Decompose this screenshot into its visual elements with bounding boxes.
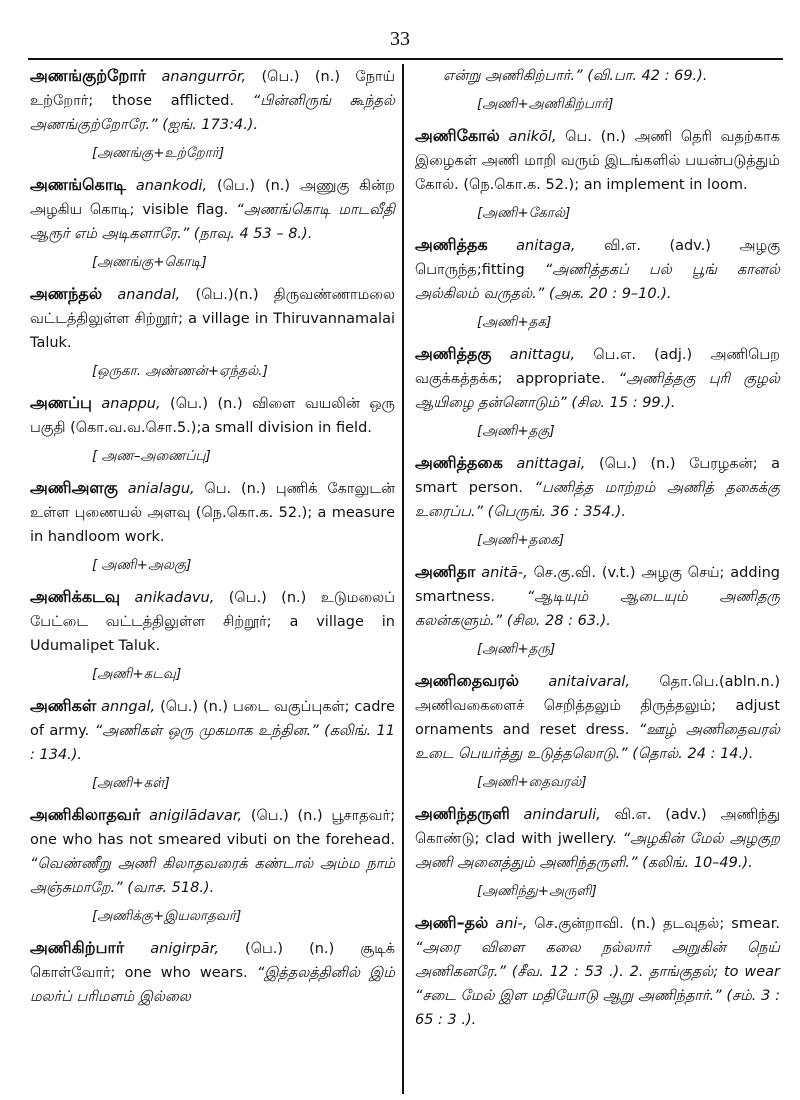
example-quote: “அணித்தகப் பல் பூங் கானல் அல்கிலம் வருதல்.” (அக. 20 : 9–10.). [415, 262, 781, 302]
left-column [30, 64, 395, 1013]
dictionary-entry [30, 282, 395, 355]
grammar-label: (பெ.) (n.) [261, 69, 341, 85]
headword: அணங்குற்றோர் [30, 66, 147, 85]
dictionary-entry [30, 694, 395, 767]
transliteration: anappu, [101, 396, 161, 412]
transliteration: ani-, [495, 916, 528, 932]
grammar-label: (பெ.) (n.) [250, 808, 323, 824]
grammar-label: (பெ.) (n.) [228, 590, 307, 606]
grammar-label: (பெ.) (n.) [245, 941, 335, 957]
headword: அணித்தக [415, 235, 488, 254]
transliteration: anindaruli, [523, 807, 601, 823]
example-quote: என்று அணிகிற்பார்.” (வி.பா. 42 : 69.). [443, 68, 708, 84]
headword: அணித்தகை [415, 453, 503, 472]
grammar-label: (பெ.) (n.) [170, 396, 243, 412]
derivation: [அணங்கு+கொடி] [92, 254, 207, 270]
column-divider [402, 64, 404, 1094]
example-quote: “அரை விளை கலை நல்லார் அறுகின் நெய் அணிகனரே.” (சீவ. 12 : 53 .). 2. தாங்குதல்; to wear “சடை மேல் இள மதியோடு ஆறு அணிந்தார்.” (சம். 3 : 65 : 3 .). [415, 940, 780, 1028]
example-quote: “ஆடியும் ஆடையும் அணிதரு கலன்களும்.” (சில. 28 : 63.). [415, 589, 780, 629]
transliteration: anikadavu, [134, 590, 215, 606]
dictionary-entry [30, 64, 395, 137]
transliteration: anitaivaral, [548, 674, 631, 690]
headword: அணிகோல் [415, 126, 500, 145]
dictionary-entry [415, 802, 780, 875]
transliteration: anittagai, [516, 456, 586, 472]
page-number: 33 [390, 28, 410, 50]
headword: அணிகள் [30, 696, 97, 715]
definition: அணிபெற வகுக்கத்தக்க; appropriate. [415, 347, 781, 387]
headword: அணித்தகு [415, 344, 492, 363]
transliteration: anialagu, [127, 481, 195, 497]
headword: அணிதைவரல் [415, 671, 519, 690]
definition: அணிவகைளைச் செறித்தலும் திருத்தலும்; adjust ornaments and reset dress. [415, 698, 780, 738]
derivation: [அணிந்து+அருளி] [477, 883, 597, 899]
dictionary-entry [415, 911, 780, 1032]
definition: தடவுதல்; smear. [663, 916, 781, 932]
dictionary-entry [415, 124, 780, 197]
transliteration: anankodi, [135, 178, 208, 194]
transliteration: anangurrōr, [161, 69, 247, 85]
dictionary-entry [415, 233, 780, 306]
definition: உடுமலைப் பேட்டை வட்டத்திலுள்ள சிற்றூர்; a village in Udumalipet Taluk. [30, 590, 395, 654]
derivation: [அணி+கோல்] [477, 205, 571, 221]
example-quote: “அழகின் மேல் அழகுற அணி அனைத்தும் அணிந்தருளி.” (கலிங். 10–49.). [415, 831, 781, 871]
grammar-label: பெ.எ. (adj.) [593, 347, 693, 363]
dictionary-entry [30, 585, 395, 658]
derivation: [அணி+தகு] [477, 423, 555, 439]
right-column [415, 64, 780, 1036]
headword: அணப்பு [30, 393, 92, 412]
grammar-label: செ.குன்றாவி. (n.) [534, 916, 656, 932]
headword: அணிக்கடவு [30, 587, 121, 606]
definition: அழகு செய்; adding smartness. [415, 565, 780, 605]
transliteration: anigilādavar, [149, 808, 243, 824]
transliteration: anitaga, [516, 238, 576, 254]
derivation: [ அண–அணைப்பு] [92, 448, 211, 464]
example-quote: “அணங்கொடி மாடவீதி ஆரூர் எம் அடிகளாரே.” (நாவு. 4 53 – 8.). [30, 202, 396, 242]
example-quote: “பணித்த மாற்றம் அணித் தகைக்கு உரைப்ப.” (பெருங். 36 : 354.). [415, 480, 780, 520]
dictionary-entry [415, 669, 780, 766]
grammar-label: செ.கு.வி. (v.t.) [533, 565, 636, 581]
dictionary-entry [415, 342, 780, 415]
grammar-label: (பெ.) (n.) [598, 456, 676, 472]
derivation: [ஒருகா. அண்ணன்+ஏந்தல்.] [92, 363, 268, 379]
transliteration: anitā-, [481, 565, 528, 581]
derivation: [அணங்கு+உற்றோர்] [92, 145, 225, 161]
grammar-label: (பெ.) (n.) [217, 178, 291, 194]
transliteration: anikōl, [508, 129, 557, 145]
grammar-label: வி.எ. (adv.) [603, 238, 711, 254]
example-quote: “வெண்ணீறு அணி கிலாதவரைக் கண்டால் அம்ம நாம் அஞ்சுமாறே.” (வாச. 518.). [30, 856, 395, 896]
dictionary-entry [30, 936, 395, 1009]
definition: புணிக் கோலுடன் உள்ள புணையல் அளவு (நெ.கொ.க. 52.); a measure in handloom work. [30, 481, 396, 545]
derivation: [அணி+தக] [477, 314, 552, 330]
grammar-label: (பெ.)(n.) [195, 287, 259, 303]
definition: படை வகுப்புகள்; cadre of army. [30, 699, 395, 739]
definition: சூடிக் கொள்வோர்; one who wears. [30, 941, 396, 981]
headword: அணிகிற்பார் [30, 938, 125, 957]
definition: நோய் உற்றோர்; those afflicted. [30, 69, 396, 109]
headword: அணந்தல் [30, 284, 103, 303]
derivation: [அணி+தரு] [477, 641, 556, 657]
grammar-label: வி.எ. (adv.) [614, 807, 707, 823]
dictionary-entry [30, 391, 395, 440]
headword: அணிந்தருளி [415, 804, 510, 823]
headword: அணிஅளகு [30, 478, 118, 497]
transliteration: anngal, [101, 699, 156, 715]
derivation: [அணிக்கு+இயலாதவர்] [92, 908, 242, 924]
transliteration: anigirpār, [150, 941, 219, 957]
headword: அணிதா [415, 562, 476, 581]
derivation: [அணி+கடவு] [92, 666, 182, 682]
derivation: [அணி+அணிகிற்பார்] [477, 96, 614, 112]
derivation: [அணி+தகை] [477, 532, 565, 548]
dictionary-entry [415, 560, 780, 633]
definition: பேரழகன்; a smart person. [415, 456, 780, 496]
derivation: [அணி+தைவரல்] [477, 774, 587, 790]
headword: அணங்கொடி [30, 175, 126, 194]
example-quote: “அணிகள் ஒரு முகமாக உந்தின.” (கலிங். 11 : 134.). [30, 723, 396, 763]
dictionary-entry [415, 64, 780, 88]
example-quote: “ஊழ் அணிதைவரல் உடை பெயர்த்து உடுத்தலொடு.” (தொல். 24 : 14.). [415, 722, 781, 762]
definition: அணுகு கின்ற அழகிய கொடி; visible flag. [30, 178, 395, 218]
definition: அணி தெரி வதற்காக இழைகள் அணி மாறி வரும் இடங்களில் பயன்படுத்தும் கோல். (நெ.கொ.க. 52.); an implement in loom. [415, 129, 780, 193]
example-quote: “அணித்தகு புரி குழல் ஆயிழை தன்னொடும்” (சில. 15 : 99.). [415, 371, 781, 411]
definition: திருவண்ணாமலை வட்டத்திலுள்ள சிற்றூர்; a village in Thiruvannamalai Taluk. [30, 287, 396, 351]
grammar-label: (பெ.) (n.) [160, 699, 229, 715]
transliteration: anittagu, [509, 347, 576, 363]
grammar-label: தொ.பெ.(abln.n.) [659, 674, 781, 690]
definition: அழகு பொருந்த;fitting [415, 238, 780, 278]
grammar-label: பெ. (n.) [204, 481, 267, 497]
dictionary-entry [30, 173, 395, 246]
derivation: [ அணி+அலகு] [92, 557, 192, 573]
grammar-label: பெ. (n.) [565, 129, 626, 145]
derivation: [அணி+கள்] [92, 775, 170, 791]
headword: அணிகிலாதவர் [30, 805, 141, 824]
definition: விளை வயலின் ஒரு பகுதி (கொ.வ.வ.சொ.5.);a small division in field. [30, 396, 395, 436]
example-quote: “பின்னிருங் கூந்தல் அணங்குற்றோரே.” (ஐங். 173:4.). [30, 93, 395, 133]
dictionary-entry [30, 803, 395, 900]
top-rule [28, 58, 783, 60]
headword: அணி–தல் [415, 913, 489, 932]
dictionary-entry [30, 476, 395, 549]
definition: பூசாதவர்; one who has not smeared vibuti on the forehead. [30, 808, 395, 848]
dictionary-entry [415, 451, 780, 524]
definition: அணிந்து கொண்டு; clad with jwellery. [415, 807, 781, 847]
example-quote: “இத்தலத்தினில் இம் மலர்ப் பரிமளம் இல்லை [30, 965, 396, 1005]
transliteration: anandal, [117, 287, 181, 303]
